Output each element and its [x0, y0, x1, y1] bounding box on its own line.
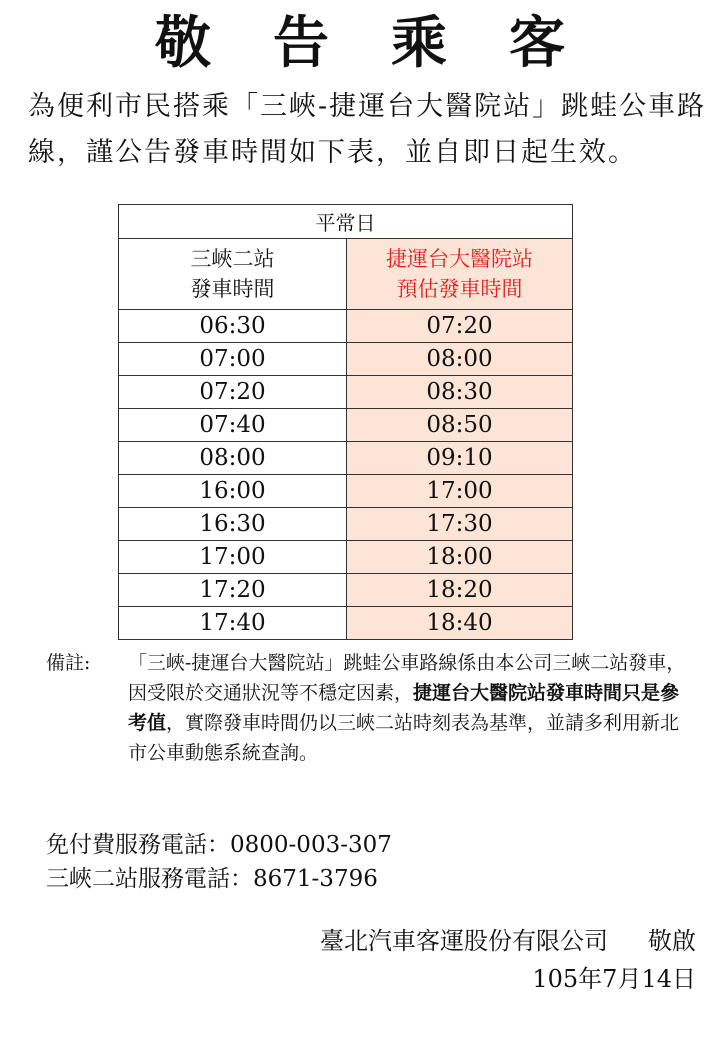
table-row: [119, 310, 573, 343]
dest-header-line1: 捷運台大醫院站: [386, 247, 533, 271]
closing-word: 敬啟: [648, 927, 696, 955]
notes-text-after: ，實際發車時間仍以三峽二站時刻表為基準，並請多利用新北市公車動態系統查詢。: [128, 712, 680, 764]
origin-time: 08:00: [119, 442, 347, 475]
dest-time: 18:00: [347, 541, 573, 574]
page-title: 敬告乘客: [155, 10, 627, 76]
intro-paragraph: 為便利市民搭乘「三峽-捷運台大醫院站」跳蛙公車路線，謹公告發車時間如下表，並自即日起生效。: [28, 91, 707, 168]
dest-time: 18:40: [347, 607, 573, 640]
dest-time: 08:30: [347, 376, 573, 409]
table-row: [119, 376, 573, 409]
station-phone: 三峽二站服務電話：8671-3796: [46, 866, 378, 892]
dest-time: 08:50: [347, 409, 573, 442]
origin-time: 06:30: [119, 310, 347, 343]
phone-section: [46, 828, 392, 896]
notes-text-before: 「三峽-捷運台大醫院站」跳蛙公車路線係由本公司三峽二站發車，因受限於交通狀況等不穩定因素，: [128, 652, 686, 704]
dest-time: 18:20: [347, 574, 573, 607]
day-type-row: [119, 205, 573, 239]
table-row: [119, 442, 573, 475]
dest-time: 08:00: [347, 343, 573, 376]
dest-time: 09:10: [347, 442, 573, 475]
column-header-row: [119, 239, 573, 310]
origin-header-line1: 三峽二站: [190, 247, 275, 271]
table-row: [119, 574, 573, 607]
schedule-table: [118, 204, 573, 640]
dest-time: 17:30: [347, 508, 573, 541]
table-row: [119, 409, 573, 442]
table-row: [119, 343, 573, 376]
notes-label: 備註:: [46, 652, 91, 674]
table-row: [119, 607, 573, 640]
table-row: [119, 541, 573, 574]
origin-time: 07:20: [119, 376, 347, 409]
dest-time: 07:20: [347, 310, 573, 343]
notes-text-bold: 捷運台大醫院站發車時間只是參考值: [128, 682, 680, 734]
origin-time: 16:00: [119, 475, 347, 508]
origin-time: 17:20: [119, 574, 347, 607]
toll-free-phone: 免付費服務電話：0800-003-307: [46, 832, 392, 858]
dest-time: 17:00: [347, 475, 573, 508]
origin-time: 17:00: [119, 541, 347, 574]
table-row: [119, 508, 573, 541]
company-name: 臺北汽車客運股份有限公司: [320, 927, 608, 955]
origin-time: 07:40: [119, 409, 347, 442]
signature-line: [320, 922, 696, 960]
dest-header-line2: 預估發車時間: [396, 277, 523, 301]
origin-column-header: [119, 239, 347, 310]
origin-time: 17:40: [119, 607, 347, 640]
origin-time: 16:30: [119, 508, 347, 541]
signature-block: [320, 922, 696, 998]
dest-column-header: [347, 239, 573, 310]
table-row: [119, 475, 573, 508]
notes-section: [46, 648, 686, 768]
notes-body: [128, 648, 686, 768]
origin-time: 07:00: [119, 343, 347, 376]
day-type-header: 平常日: [119, 205, 573, 239]
origin-header-line2: 發車時間: [190, 277, 275, 301]
notice-date: 105年7月14日: [532, 965, 696, 993]
